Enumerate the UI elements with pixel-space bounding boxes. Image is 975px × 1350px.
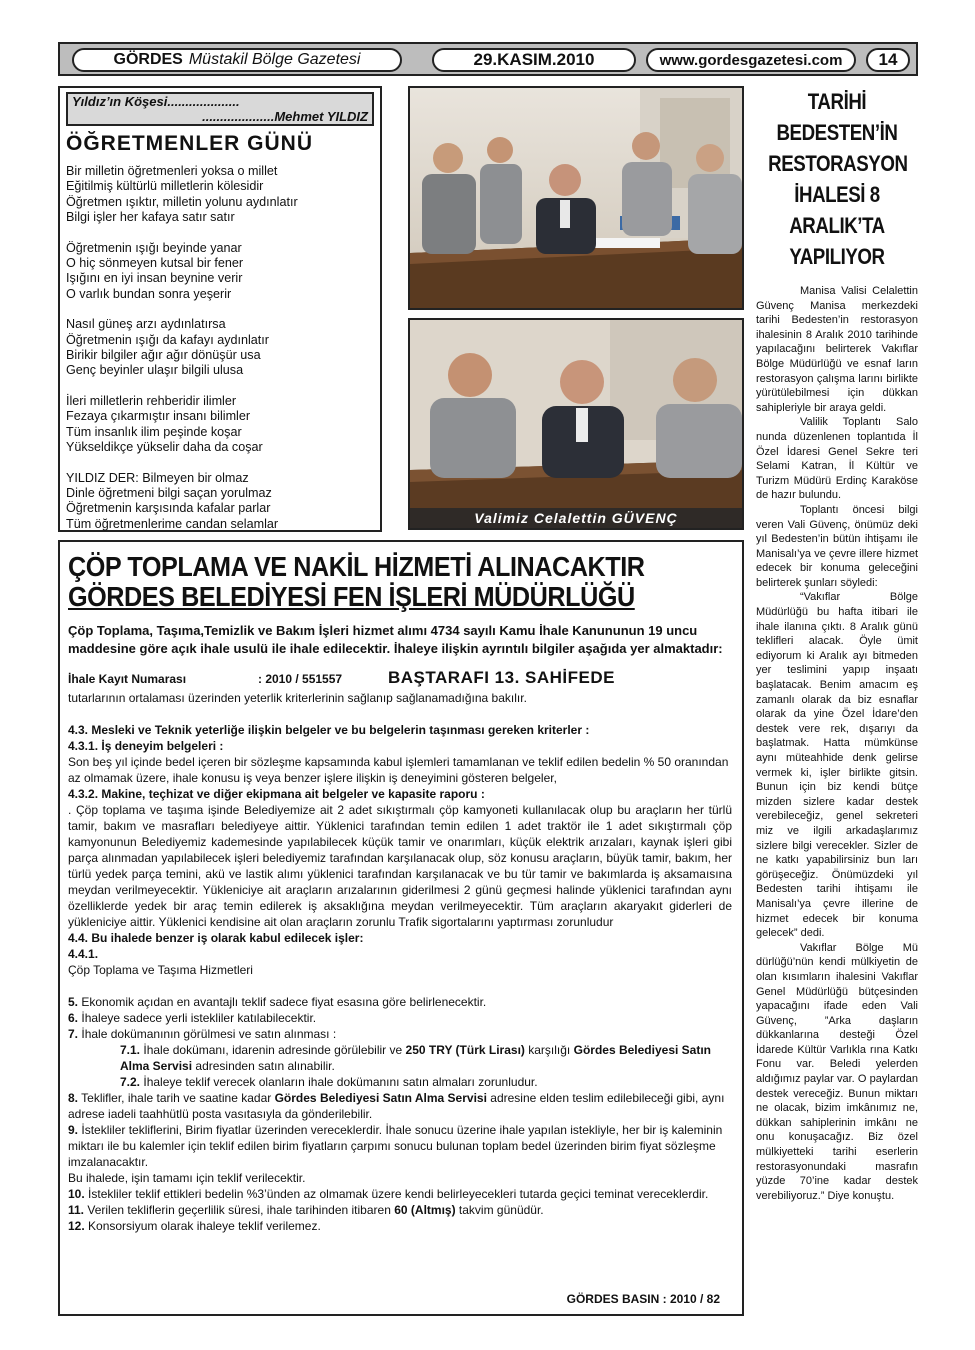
page-number: 14 (866, 48, 910, 72)
poem-stanza: Öğretmenin ışığı beyinde yanar O hiç sönmeyen kutsal bir fener Işığını en iyi insan beynine verir O varlık bundan sonra yeşerir (66, 240, 244, 301)
column-byline (66, 92, 374, 126)
section-heading: 4.3. Mesleki ve Teknik yeterliğe ilişkin belgeler ve bu belgelerin taşınması gereken kriterler : (68, 723, 590, 737)
article-paragraph: Manisa Valisi Celalettin Güvenç Manisa merkezdeki tarihi Bedesten’in restorasyon ihalesinin 8 Aralık 2010 tarihinde yapılacağını belirterek Vakıflar Bölge Müdürlüğü ve esnaf ların restorasyon çalışma larını birlikte yürütülebilmesi için dükkan sahipleriyle bir araya geldi. (756, 285, 918, 414)
item-number: 9. (68, 1123, 79, 1137)
masthead-bar (58, 42, 918, 76)
poem-title: ÖĞRETMENLER GÜNÜ (66, 132, 313, 155)
photo-caption: Valimiz Celalettin GÜVENÇ (410, 508, 742, 528)
tender-body (68, 690, 732, 1234)
bedesten-article (756, 86, 918, 1316)
item-number: 7.2. (120, 1075, 141, 1089)
article-paragraph: “Vakıflar Bölge Müdürlüğü bu hafta itibari ile ihale ilanına çıktı. 8 Aralık günü teklifleri alacak. Öyle ümit ediyorum ki Aralık ayı bitmeden yer teslimini yapıp inşaatı başlatacak. Benim amacım eş zamanlı olarak da biz esnaflar olarak da yine Özel İdare’den destek vere rek, dışarıyı da başlatmak. Hatta mümkünse aynı müteahhide denk gelirse vermek ki, işler birlikte gitsin. Bunun için biz kendi bütçe mizden sizlere kadar destek verebileceğiz, genel sekreteri miz ve ilgili arkadaşlarımız sizlere bilgi verecekler. Sizler de ne katkı yapabilirsiniz bun ları görüşeceğiz. Önümüzdeki yıl Bedesten tarihi ihtişamı ile Manisalı’ya çevre illerine de hizmet edecek bir konuma gelecek” dedi. (756, 591, 918, 940)
author-name: ....................Mehmet YILDIZ (202, 109, 368, 124)
press-reference: GÖRDES BASIN : 2010 / 82 (566, 1292, 720, 1306)
article-paragraph: Toplantı öncesi bilgi veren Vali Güvenç, önümüz deki yıl Bedesten’in bütün ihtişamı ile Manisalı’ya ve çevre illere hizmet edecek bir konuma geleceğini belirterek şunları söyledi: (756, 503, 918, 589)
article-headline: TARİHİ BEDESTEN’İN RESTORASYON İHALESİ 8 ARALIK’TA YAPILIYOR (768, 89, 908, 269)
item-number: 5. (68, 995, 79, 1009)
section-text: . Çöp toplama ve taşıma işinde Belediyemize ait 2 adet sıkıştırmalı çöp kamyoneti kullanılacak olup bu araçların her türlü tamir, bakım ve masrafları belediyeye aittir. Yüklenici tarafından temin edilen 1 adet traktör ile 1 adet sıkıştırmalı çöp kamyonunun Belediyemiz kademesinde yapılabilecek küçük tamir ve onarımları, küçük elektrik arızaları, kaynak işleri gibi parça alınmadan yapılabilecek işleri belediyemiz tarafından karşılanacak olup, söz konusu araçların, büyük tamir, bakım, her türlü yedek parça temini, akü ve lastik alımı yüklenici tarafından karşılanacak ve bu tür tamir ve bakımlarda iş aksamaısına meydan verilmeyecektir. Yükleniciye ait araçların arızalarının giderilmesi 2 günü geçmesi halinde yüklenici tarafından aynı özelliklerde yedek bir araç temin edilerek iş aksaklığına meydan verilmeyecektir. Tüm araçların akaryakıt giderleri de yükleniciye aittir. Yüklenici kendisine ait olan araçların zorunlu Trafik sigortalarını yaptırması zorunludur (68, 803, 732, 929)
poem-column (58, 86, 382, 532)
item-number: 7. (68, 1027, 79, 1041)
purchase-office: Gördes Belediyesi Satın Alma Servisi (120, 1043, 711, 1073)
item-number: 11. (68, 1203, 85, 1217)
list-item (68, 1026, 732, 1042)
governor-photo-image (410, 320, 744, 530)
item-text: takvim günüdür. (458, 1203, 544, 1217)
item-text: Teklifler, ihale tarih ve saatine kadar (81, 1091, 272, 1105)
item-text: İhale dokümanı, idarenin adresinde görülebilir ve (143, 1043, 403, 1057)
list-item (68, 1122, 732, 1170)
validity-days: 60 (Altmış) (394, 1203, 456, 1217)
poem-stanza: Nasıl güneş arzı aydınlatırsa Öğretmenin ışığı da kafayı aydınlatır Birikir bilgiler ağır ağır dönüşür usa Genç beyinler ulaşır bilgili ulusa (66, 317, 270, 378)
list-item (68, 1186, 732, 1202)
list-item (68, 1090, 732, 1122)
newspaper-name (72, 48, 402, 72)
item-text: İhaleye sadece yerli istekliler katılabilecektir. (81, 1011, 317, 1025)
item-text: adresine elden teslim edilebileceği gibi, aynı adrese iadeli taahhütlü posta vasıtasıyla da gönderilebilir. (68, 1091, 725, 1121)
item-text: İstekliler teklif ettikleri bedelin %3’ünden az olmamak üzere kendi belirleyecekleri tutarda geçici teminat vereceklerdir. (88, 1187, 709, 1201)
list-item (68, 1074, 732, 1090)
item-number: 8. (68, 1091, 79, 1105)
list-item (68, 1202, 732, 1218)
brand-subtitle: Müstakil Bölge Gazetesi (188, 51, 361, 68)
list-item-continuation: Bu ihalede, işin tamamı için teklif verilecektir. (68, 1171, 306, 1185)
tender-announcement (58, 540, 744, 1316)
registration-label: İhale Kayıt Numarası (68, 672, 187, 686)
item-number: 6. (68, 1011, 79, 1025)
doc-price: 250 TRY (Türk Lirası) (405, 1043, 525, 1057)
tender-intro: Çöp Toplama, Taşıma,Temizlik ve Bakım İşleri hizmet alımı 4734 sayılı Kamu İhale Kanununun 19 uncu maddesine göre açık ihale usulü ile ihale edilecektir. İhaleye ilişkin ayrıntılı bilgiler aşağıda yer almaktadır: (68, 623, 723, 656)
item-number: 7.1. (120, 1043, 141, 1057)
continued-note: BAŞTARAFI 13. SAHİFEDE (388, 668, 615, 687)
website-link[interactable]: www.gordesgazetesi.com (646, 48, 856, 72)
article-body (756, 284, 918, 1203)
item-text: adresinden satın alınabilir. (195, 1059, 335, 1073)
item-text: Konsorsiyum olarak ihaleye teklif verilemez. (88, 1219, 321, 1233)
meeting-photo-top (408, 86, 744, 310)
column-name: Yıldız’ın Köşesi.................... (72, 94, 240, 109)
section-heading: 4.4. Bu ihalede benzer iş olarak kabul edilecek işler: (68, 931, 364, 945)
list-item (68, 1042, 732, 1074)
section-heading: 4.4.1. (68, 947, 99, 961)
section-text: Son beş yıl içinde bedel içeren bir sözleşme kapsamında kabul işlemleri tamamlanan ve teklif edilen bedelin % 50 oranından az olmamak üzere, ihale konusu iş veya benzer işlere ilişkin iş deneyimini gösteren belgeler, (68, 755, 729, 785)
continuation-line: tutarlarının ortalaması üzerinden yeterlik kriterlerinin sağlanıp sağlanamadığına bakılır. (68, 691, 527, 705)
registration-number: : 2010 / 551557 (258, 672, 343, 686)
meeting-photo-image (410, 88, 744, 310)
poem-stanza: YILDIZ DER: Bilmeyen bir olmaz Dinle öğretmeni bilgi saçan yorulmaz Öğretmenin karşısında kafalar parlar Tüm öğretmenlerime candan selamlar (66, 470, 279, 531)
list-item (68, 1010, 732, 1026)
item-number: 12. (68, 1219, 85, 1233)
item-text: İstekliler tekliflerini, Birim fiyatlar üzerinden vereceklerdir. İhale sonucu üzerine ihale yapılan istekliyle, her bir iş kaleminin miktarı ile bu kalemler için teklif edilen birim fiyatların çarpımı sonucu bulunan toplam bedel üzerinden birim fiyat sözleşme imzalanacaktır. (68, 1123, 723, 1169)
section-heading: 4.3.1. İş deneyim belgeleri : (68, 739, 224, 753)
item-text: karşılığı (528, 1043, 571, 1057)
article-paragraph: Vakıflar Bölge Mü dürlüğü’nün kendi mülkiyetin de olan kısımların ihalesini Vakıflar Genel Müdürlüğü bütçesinden yapacağını ifade eden Vali Güvenç, ”Arka daşların dükkanlarına desteği Özel İdarede Kültür Varlıkla rına Katkı Fonu var. Beledi yelerden aldığımız paylar var. O paylardan destek vereceğiz. Bunun miktarı ne olacak, bizim imkânımız ne, dükkan sahiplerinin imkânı ne onu konuşacağız. Biz özel mülkiyetteki tarihi eserlerin restorasyonundaki masrafın yüzde 70’ine kadar destek verebiliyoruz.” Diye konuştu. (756, 941, 918, 1202)
list-item (68, 1218, 732, 1234)
poem-stanza: İleri milletlerin rehberidir ilimler Fezaya çıkarmıştır insanı bilimler Tüm insanlık ilim peşinde koşar Yükseldikçe yükselir daha da coşar (66, 393, 263, 455)
section-text: Çöp Toplama ve Taşıma Hizmetleri (68, 963, 253, 977)
tender-headline: ÇÖP TOPLAMA VE NAKİL HİZMETİ ALINACAKTIR (68, 551, 645, 582)
item-text: İhale dokümanının görülmesi ve satın alınması : (81, 1027, 337, 1041)
issue-date: 29.KASIM.2010 (432, 48, 636, 72)
section-heading: 4.3.2. Makine, teçhizat ve diğer ekipmana ait belgeler ve kapasite raporu : (68, 787, 485, 801)
item-number: 10. (68, 1187, 85, 1201)
tender-registration (68, 668, 732, 688)
meeting-photo-bottom (408, 318, 744, 530)
tender-issuer: GÖRDES BELEDİYESİ FEN İŞLERİ MÜDÜRLÜĞÜ (68, 581, 635, 612)
item-text: Verilen tekliflerin geçerlilik süresi, ihale tarihinden itibaren (87, 1203, 391, 1217)
item-text: Ekonomik açıdan en avantajlı teklif sadece fiyat esasına göre belirlenecektir. (81, 995, 487, 1009)
poem-stanza: Bir milletin öğretmenleri yoksa o millet Eğitilmiş kültürlü milletlerin kölesidir Öğretmen ışıktır, milletin yolunu aydınlatır Bilgi işler her kafaya satır satır (66, 164, 298, 225)
brand-bold: GÖRDES (113, 51, 183, 68)
item-text: İhaleye teklif verecek olanların ihale dokümanını satın almaları zorunludur. (143, 1075, 538, 1089)
submission-office: Gördes Belediyesi Satın Alma Servisi (274, 1091, 487, 1105)
article-paragraph: Valilik Toplantı Salo nunda düzenlenen toplantıda İl Özel İdaresi Genel Sekre teri Selami Katran, İl Kültür ve Turizm Müdürü Erdinç Karaköse de hazır bulundu. (756, 416, 918, 502)
list-item (68, 994, 732, 1010)
